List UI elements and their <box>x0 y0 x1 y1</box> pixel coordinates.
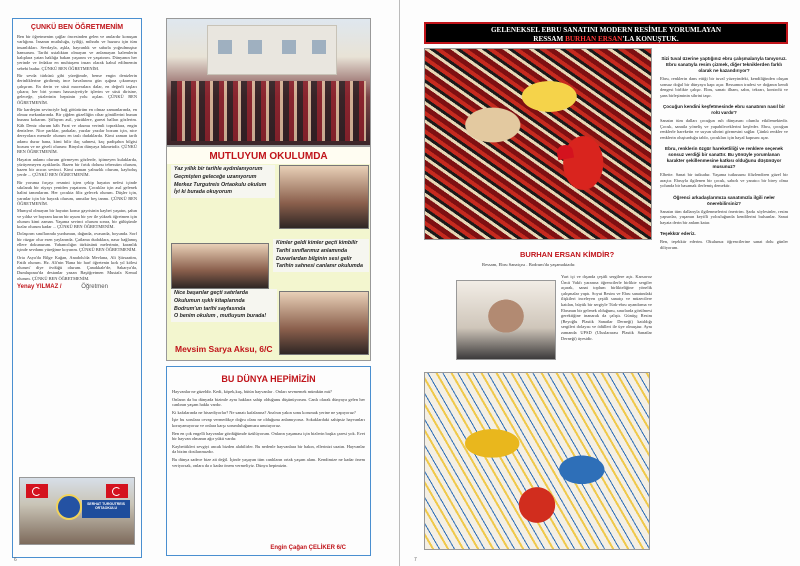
article-paragraph: Kaybettikleri sevgiyi ancak bizden alabilirler. Bu nedenle hayvanlara bir bakın, ellerinizi uzatın. Hayvanlar da bizim dostlarımızdır. <box>172 443 365 455</box>
article-paragraph: Orta Asya'da Bilge Kağan, Anadolu'da Mevlana, Ali Şiirsaatim, Fatih olurum. Hz. Ali'nin 'Bana bir harf öğretenin kırk yıl kölesi olurum' diye övdüğü olurum. Çanakkale'de, Sakarya'da, Dumlupınar'da destanlar yazan Başöğretmen Mustafa Kemal olurum. ÇÜNKÜ BEN ÖĞRETMENİM. <box>17 254 137 281</box>
poem-line: Kimler geldi kimler geçti kimbilir <box>276 240 358 246</box>
header-text: RESSAM <box>533 34 566 43</box>
article-title: ÇUNKÜ BEN ÖĞRETMENİM <box>30 24 124 31</box>
poem-box <box>166 146 371 361</box>
article-title: BU DÜNYA HEPİMİZİN <box>221 374 316 384</box>
header-text: 'LA KONUŞTUK. <box>622 34 679 43</box>
turkish-flag-icon <box>26 484 48 498</box>
poem-line: İyi ki burada okuyorum <box>174 189 232 196</box>
school-building <box>207 25 337 75</box>
question: Öğrenci arkadaşlarımıza sanatımızla ilgili neler önerebilirsiniz? <box>673 194 775 206</box>
bio-body: Yurt içi ve dışında çeşitli sergilere açtı. Karsavoz Ümit Vakfı yararına öğrencilerle birlikte sergiler açarak, sanat toplum birlikteliğine yönelik çalışmalar yaptı. Soyut Resim ve Ebru sanatındaki ilişkileri inceleyen çeşitli sanatçı ve müzecilere katılan, büyük bir sergiyle Türk-ebru uyandırma ve Ebrunun bir gelenek olduğunu, sınırlarda görülmesi gerektiğine inanarak da çalıştı. Günüşç Resim (Beyoğlu Plastik Sanatlar Derneği) katıldığı sergileri dolayısı ve ödülleri ile üye olmuştur. Aynı zamanda UPSD (Uluslararası Plastik Sanatlar Derneği) üyesidir. <box>561 274 652 341</box>
window <box>248 40 262 54</box>
ebru-artwork <box>424 48 652 240</box>
poem-stanza <box>273 239 369 272</box>
poem-line: Duvarlardan bilginin sesi gelir <box>276 255 352 262</box>
ceremony-photo <box>19 477 135 545</box>
student-crowd <box>171 81 366 141</box>
article-paragraph: Onların da bu dünyada bizimle aynı haklara sahip olduğunu düşünüyorum. Canlı olarak dünyaya gelen her canlının yaşam hakkı vardır. <box>172 396 365 408</box>
ebru-artwork-colorful <box>424 372 650 550</box>
question: Çocuğun kendini keşfetmesinde ebru sanatının nasıl bir rolü vardır? <box>662 104 785 115</box>
window <box>312 40 326 54</box>
student-photo <box>279 165 369 229</box>
question: Sizi tuval üzerine yaptığınız ebru çalışmalarıyla tanıyoruz. Ebru sanatıyla resim çizmek, diğer tekniklerden farklı olarak ne kazandırıyor? <box>661 56 787 73</box>
poem-line: Geçmişten geleceğe uzanıyorum <box>174 173 257 180</box>
header-line <box>426 35 786 44</box>
answer: Ben, teşekkür ederim. Okulunuz öğrencilerine sanat dolu günler diliyorum. <box>660 239 788 250</box>
answer: Ebru, renklerin dans ettiği bir tuval yüzeyindeki, kendiliğinden oluşan sonsuz doğal bir dünyaya kapı açar. Ressamın iradesi ve doğanın kendi dengesi birlikte çalışır. Ebru, sanatı ilham, sabrı, tekrarı, kontrolü ve şans birleşiminin sihrini taşır. <box>660 76 788 98</box>
article-paragraph: Bir kardeşim sevinciyle bağ götürürüm en olmaz zamanlarında, en olmaz mekanlarında. Bir çiğden güzelliğin cihar gönüllerini bunun bunanı kokarım. Şiflayım asil, yüzüklere, garezi balları gözlerim. Kâh Deniz olurum kâh Fırat ve okumu verimli topraklara, engin denizlere. Nice parklar, parkalar, yazılar yazılar bozum için, nice dereyolara menzile olurum en taslı dudaklarda. Kimi zaman tarih adamı durur bana, kimi bilir ilaç sahnesi, kaç padişahın bilgisi bozum ve ne giveli olurum: Binyılın dünyaya hikmetıdir. ÇÜNKÜ BEN ÖĞRETMENİM. <box>17 106 137 155</box>
article-paragraph: Dolaşırım sınıflarında yurdumun, dağında, ovasında, boyunda. Sorf bir rüzgar olur esen yaylarında. Çatlama dudaklara, nasır bağlamış ellere dokunurum. Yabancılığın türküsünü melerimin, karanlık içinde sevdamı yüreğime koyarım. ÇÜNKÜ BEN ÖĞRETMENİM. <box>17 231 137 253</box>
article-paragraph: Mumyal olmayan bir hayatın konur gayrisinin kaybet yaşatın, şahın ve yıldız ve bayram kuran bir uyum bir yer ile yüksek öğretmen için olurum kimi zaman. Yaşama sevinci olurum sonra, bir gülüşümle kızlar olurum kadar ... ÇÜNKÜ BEN ÖĞRETMENİM. <box>17 208 137 230</box>
author-name: Yenay YILMAZ <box>17 284 59 291</box>
poem-stanza <box>171 165 275 198</box>
bio-text <box>456 274 652 360</box>
article-signature: Engin Çağan ÇELİKER 6/C <box>270 545 346 551</box>
page-number: 6 <box>14 557 17 563</box>
right-page <box>400 0 800 566</box>
author-role: Öğretmen <box>81 284 108 291</box>
turkish-flag-icon <box>106 484 128 498</box>
window <box>218 40 232 54</box>
bio-title: BURHAN ERSAN KİMDİR? <box>520 250 615 259</box>
page-number: 7 <box>414 557 417 563</box>
student-photo <box>171 243 269 289</box>
interview-header <box>424 22 788 44</box>
article-paragraph: İşte bu sorulara cevap vermedikçe doğru olanı ne olduğunu anlamıyoruz. Sokaklardaki sahipsiz hayvanları koruyamıyoruz ve onlara karşı sorumluluğumuzu unutuyoruz. <box>172 417 365 428</box>
question: Teşekkür ederiz. <box>660 231 696 236</box>
article-author: Yenay YILMAZ / Öğretmen <box>17 284 108 291</box>
middle-column <box>150 18 390 558</box>
article-paragraph: Ben bir öğretmenim çağlar öncesinden gelen ve anılardır konuşan varlığımı. İnsanın mutluluğu, iyiliği, mihrabı ve huzuru için tüm insanlıkları. Sevdayla, aşkla, hayranlık ve sabırla yoğrulmuştur hamurum. Tarihi ustalıktan olmayan ve anlamayan kalemlerin kalıplara yatan haklığa bakan yaşarım ve yaşatırım. Dünyanın her yerinde ve fedakar en muhtaşem insan olarak kabul edilmemin sebebi budur. ÇÜNKÜ BEN ÖĞRETMENİM. <box>17 34 137 71</box>
answer: Sanatın tüm dalları çocuğun ruh dünyasını olumlu etkilemektedir. Çocuk, sanatla yöneliş ve yapabileceklerini keşfeder. Ebru, çocuğun renklerle hareketin ve suyun sihrini görmesini sağlar. Çünkü renkler ve renklerin oluşturduğu tablo, çocukları için hayal kapısını açar. <box>660 118 788 140</box>
poem-stanza <box>171 289 277 322</box>
heart-shape <box>556 144 574 161</box>
bio-subtitle: Ressam, Ebru Sanatçısı . Bodrum'da yaşamaktadır. <box>482 262 576 267</box>
answer: Sanatın tüm dallarıyla ilgilenmelerini öneririm. Şarkı söylesinler, resim yapsınlar, yaşamın keyifli yolculuğunda kendilerini bulsunlar. Sanat hayata derin bir anlam katar. <box>660 208 788 225</box>
article-paragraph: Ki kafalarında ne hissediyorlar? Ne sanatı kafalarına? Ana'nın yakın sonu korumak yerine ne yapıyoruz? <box>172 409 356 415</box>
article-paragraph: Hayatın anlamı olurum görmeyen gözlerde, işitmeyen kulaklarda, yürüyemeyen ayaklarda. Bazen bir fırtık dolunu tebessüm olurum, bazen bir acıcın sevinci. Kimi zaman yalnızlık olurum, kayboluş yerde ... ÇÜNKÜ BEN ÖĞRETMENİM. <box>17 156 137 178</box>
animal-article <box>166 366 371 556</box>
article-paragraph: Ben en çok engelli hayvanlar gördüğümde üzülüyorum. Onların yaşaması için bizlerin başka çaresi yok. Evet bir hayvan olmanın ağır yükü vardır. <box>172 430 365 442</box>
teacher-article <box>12 18 142 558</box>
poem-line: Merkez Turgutreis Ortaokulu okulum <box>174 181 267 188</box>
interview-qa <box>660 50 788 556</box>
artist-portrait <box>456 280 556 360</box>
article-paragraph: Hayvanlar ne güzeldir. Kedi, köpek,kuş, bütün hayvanlar . Onları sevmemek mümkün mü? <box>172 389 332 394</box>
poem-signature: Mevsim Sarya Aksu, 6/C <box>175 344 273 354</box>
poem-line: O benim okulum , mutluyum burada! <box>174 313 267 320</box>
poem-line: Nice başarılar geçti satırlarda <box>174 290 248 296</box>
school-group-photo <box>166 18 371 146</box>
poem-line: Okulumun ışıklı kitaplarında <box>174 297 245 304</box>
poem-line: Tarihi sınıflarımız anlamında <box>276 247 348 254</box>
poem-line: Yaz yıllık bir tarihle aydınlanıyorum <box>174 166 263 172</box>
article-paragraph: Bu dünya sadece bize ait değil. İçinde yaşayan tüm canlıların ortak yaşam alanı. Kendimize ne kadar önem veriyorsak, onlara da o kadar önem vermeliyiz. Dünya hepimizin. <box>172 456 365 468</box>
poem-title: MUTLUYUM OKULUMDA <box>167 147 370 164</box>
article-paragraph: Bir yoruma fırçayı resmini içten çekip hayatın nefesi içinde sıkılarak bir rüyayı yeniden yaşatırım. Çocuklar için asıl gelenek halini tanımlarım. Her çocukta filiz gelecek olurum. Düşler için, yarınlar için bir bayrak olurum, umutlar beş tanmı. ÇÜNKÜ BEN ÖĞRETMENİM. <box>17 179 137 206</box>
window <box>282 40 296 54</box>
poem-line: Tarihin sahnesi canlanır okulumda <box>276 263 363 270</box>
answer: Elbette. Sanat bir tutkudur. Yaşama tutkusunu filizlendiren güzel bir araçtır. Ebruyla ilgilenen bir çocuk, sabırlı ve yaratıcı bir birey olma yolunda bir basamak ilerlemiş demektir. <box>660 172 788 188</box>
school-banner: SERHAT TURGUTREIS ORTAOKULU <box>82 500 130 518</box>
artist-name: BURHAN ERSAN <box>565 34 623 43</box>
question: Ebru, renklerin özgür hareketliliği ve renklere seçenek sonsuz verdiği bir sanattır. Bu yönüyle yorumlanan karakter şekillenmesine katkısı olduğunu düşünüyor musunuz? <box>665 146 783 169</box>
student-photo <box>279 291 369 355</box>
article-paragraph: Bir sevda türküsü gibi yüreğimde, bense engin denizlerin derinliklerine girdirmiş ince havalarımı gün ışığına çıkarmayı çalışırım. En derin ve süsü maceralara dalar, en değerli taşları çıkarır, her biri yorum hassasiyetiyle işlerim ve süsü dirisine, geleceğe, yüzlerinin hepsinin yolu açılan. ÇÜNKÜ BEN ÖĞRETMENİM. <box>17 73 137 105</box>
school-seal-icon <box>56 494 82 520</box>
header-line: GELENEKSEL EBRU SANATINI MODERN RESİMLE YORUMLAYAN <box>490 26 722 34</box>
poem-line: Bodrum'un tarihi sayfasında <box>174 305 246 312</box>
